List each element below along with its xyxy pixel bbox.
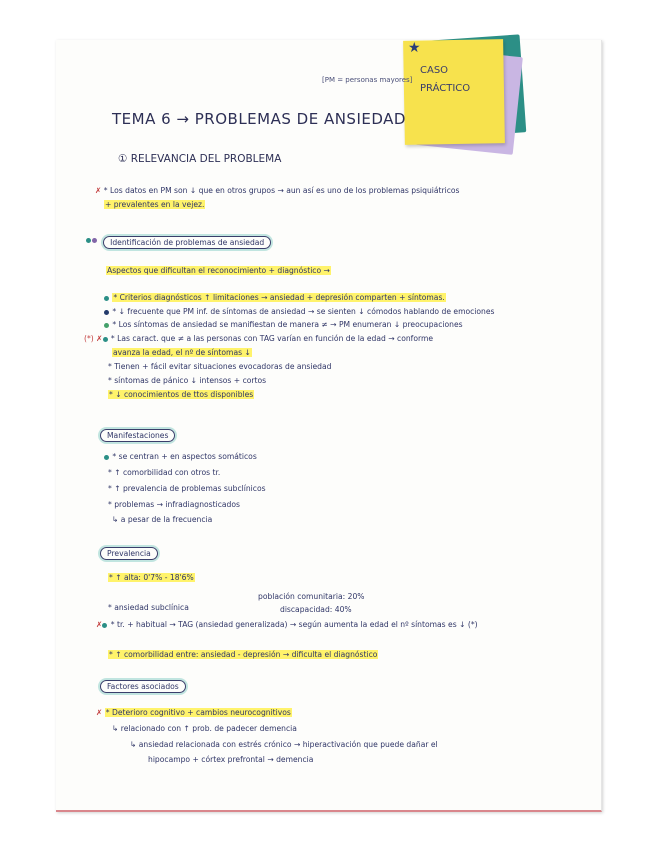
section-pill-prevalencia: Prevalencia [100,547,158,560]
note-line: * ↑ alta: 0'7% - 18'6% [109,573,194,582]
sticky-line-1: CASO [420,65,449,76]
pill-row [100,674,186,693]
note-line: + prevalentes en la vejez. [105,200,205,209]
header-note: [PM = personas mayores] [322,76,413,84]
sticky-note-text [420,62,470,98]
section-heading-relevancia: ① RELEVANCIA DEL PROBLEMA [118,153,282,165]
note-line: ✗ * tr. + habitual → TAG (ansiedad generalizada) → según aumenta la edad el nº síntomas es ↓ (*) [96,620,478,629]
note-line: ↳ relacionado con ↑ prob. de padecer demencia [112,724,297,733]
star-icon: ★ [408,40,421,56]
section-pill-manifestaciones: Manifestaciones [100,429,175,442]
note-line: ✗ * Deterioro cognitivo + cambios neurocognitivos [96,708,291,717]
note-line: población comunitaria: 20% [258,592,365,601]
note-line: avanza la edad, el nº de síntomas ↓ [113,348,251,357]
note-line: * se centran + en aspectos somáticos [104,452,257,461]
note-line: * Criterios diagnósticos ↑ limitaciones → ansiedad + depresión comparten + síntomas. [104,293,446,302]
note-line: * ↑ comorbilidad con otros tr. [108,468,221,477]
page-title: TEMA 6 → PROBLEMAS DE ANSIEDAD [112,110,406,128]
note-line: * ↓ frecuente que PM inf. de síntomas de ansiedad → se sienten ↓ cómodos hablando de emociones [104,307,495,316]
note-line: ↳ ansiedad relacionada con estrés crónico → hiperactivación que puede dañar el [130,740,438,749]
section-pill-factores: Factores asociados [100,680,186,693]
note-line: ↳ a pesar de la frecuencia [112,515,213,524]
bullet-dot-icon [92,238,97,243]
note-line: * síntomas de pánico ↓ intensos + cortos [108,376,267,385]
note-line: * ↑ prevalencia de problemas subclínicos [108,484,266,493]
pill-row [100,423,175,442]
note-line: ✗ * Los datos en PM son ↓ que en otros grupos → aun así es uno de los problemas psiquiátricos [95,186,460,195]
sticky-line-2: PRÁCTICO [420,83,471,94]
note-line: * ↑ comorbilidad entre: ansiedad - depresión → dificulta el diagnóstico [109,650,378,659]
note-line: hipocampo + córtex prefrontal → demencia [148,755,314,764]
note-line: * Tienen + fácil evitar situaciones evocadoras de ansiedad [108,362,332,371]
note-line: * ansiedad subclínica [108,603,189,612]
note-line: Aspectos que dificultan el reconocimiento + diagnóstico → [107,266,330,275]
note-line: (*) ✗ * Las caract. que ≠ a las personas con TAG varían en función de la edad → conforme [84,334,434,343]
pill-row [86,230,271,249]
note-line: discapacidad: 40% [280,605,352,614]
note-line: * Los síntomas de ansiedad se manifiestan de manera ≠ → PM enumeran ↓ preocupaciones [104,320,463,329]
section-pill-identificacion: Identificación de problemas de ansiedad [103,236,271,249]
pill-row [100,541,158,560]
bullet-dot-icon [86,238,91,243]
note-line: * problemas → infradiagnosticados [108,500,240,509]
note-line: * ↓ conocimientos de ttos disponibles [109,390,254,399]
